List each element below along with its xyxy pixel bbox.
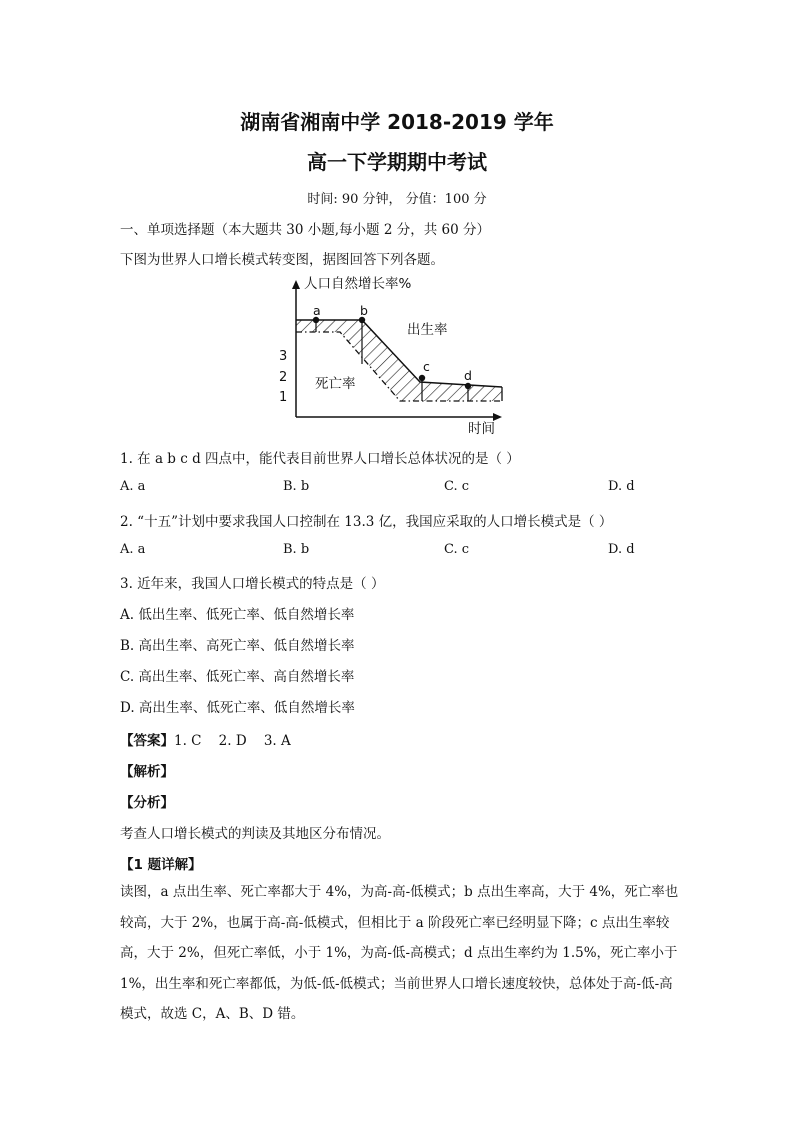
point-b-label: b [360, 303, 368, 318]
q1-option-c: C. c [444, 479, 470, 494]
point-c-marker [419, 375, 425, 381]
q2-option-c: C. c [444, 542, 470, 557]
point-a-label: a [313, 303, 321, 318]
document-title-line1: 湖南省湘南中学 2018-2019 学年 [240, 110, 554, 134]
q3-option-d: D. 高出生率、低死亡率、低自然增长率 [120, 700, 355, 716]
y-tick-label-3: 3 [279, 349, 288, 364]
point-d-marker [465, 383, 471, 389]
q3-option-b: B. 高出生率、高死亡率、低自然增长率 [120, 638, 355, 654]
question-2-text: 2. “十五”计划中要求我国人口控制在 13.3 亿，我国应采取的人口增长模式是（ ） [120, 514, 613, 530]
document-title-line2: 高一下学期期中考试 [307, 150, 487, 174]
x-axis-label: 时间 [468, 421, 495, 437]
question-1-text: 1. 在 a b c d 四点中，能代表目前世界人口增长总体状况的是（ ） [120, 451, 520, 467]
q1-option-b: B. b [283, 479, 310, 494]
answer-label: 【答案】 [120, 733, 174, 749]
figure-intro: 下图为世界人口增长模式转变图，据图回答下列各题。 [120, 252, 444, 268]
y-tick-label-2: 2 [279, 370, 288, 385]
exam-info: 时间: 90 分钟， 分值：100 分 [307, 192, 487, 207]
point-c-label: c [423, 359, 430, 374]
x-axis-arrow-icon [493, 413, 502, 421]
y-axis-arrow-icon [292, 280, 300, 289]
detail-heading: 【1 题详解】 [120, 857, 202, 873]
fenxi-text: 考查人口增长模式的判读及其地区分布情况。 [120, 826, 390, 842]
population-transition-figure [270, 272, 530, 442]
q1-option-a: A. a [120, 479, 146, 494]
detail-paragraph: 读图，a 点出生率、死亡率都大于 4%，为高-高-低模式；b 点出生率高，大于 4%，死亡率也较高，大于 2%，也属于高-高-低模式，但相比于 a 阶段死亡率已经明显下降；c 点出生率较高，大于 2%，但死亡率低，小于 1%，为高-低-高模式；d 点出生率约为 1.5%，死亡率小于 1%，出生率和死亡率都低，为低-低-低模式；当前世界人口增长速度较快，总体处于高-低-高模式，故选 C，A、B、D 错。 [120, 884, 679, 1022]
q1-option-d: D. d [608, 479, 635, 494]
q2-option-d: D. d [608, 542, 635, 557]
fenxi-heading: 【分析】 [120, 795, 174, 811]
answer-line [120, 729, 291, 749]
q3-option-a: A. 低出生率、低死亡率、低自然增长率 [120, 607, 355, 623]
question-3-text: 3. 近年来，我国人口增长模式的特点是（ ） [120, 576, 385, 592]
q2-option-b: B. b [283, 542, 310, 557]
death-rate-label: 死亡率 [315, 376, 356, 392]
y-axis-label: 人口自然增长率% [304, 276, 412, 292]
point-d-label: d [464, 368, 472, 383]
section-heading: 一、单项选择题（本大题共 30 小题,每小题 2 分，共 60 分） [120, 222, 490, 238]
jiexi-heading: 【解析】 [120, 764, 174, 780]
q3-option-c: C. 高出生率、低死亡率、高自然增长率 [120, 669, 355, 685]
birth-rate-label: 出生率 [407, 322, 448, 338]
q2-option-a: A. a [120, 542, 146, 557]
y-tick-label-1: 1 [279, 390, 288, 405]
answer-text: 1. C 2. D 3. A [174, 733, 291, 749]
